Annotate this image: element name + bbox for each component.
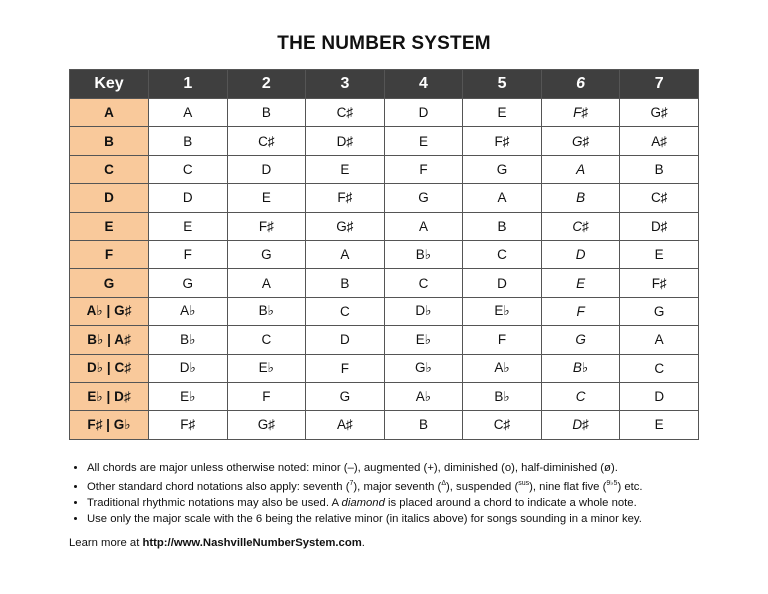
degree-3-cell: C [306, 297, 385, 325]
degree-5-cell: F [463, 326, 542, 354]
degree-1-cell: F♯ [149, 411, 228, 439]
degree-7-cell: D♯ [620, 212, 699, 240]
degree-1-cell: B [149, 127, 228, 155]
degree-4-cell: B [384, 411, 463, 439]
degree-4-cell: F [384, 155, 463, 183]
degree-1-cell: E♭ [149, 382, 228, 410]
key-cell: A [70, 99, 149, 127]
page-title: THE NUMBER SYSTEM [277, 33, 491, 54]
degree-5-cell: D [463, 269, 542, 297]
note-item [87, 511, 767, 527]
table-row [70, 155, 699, 183]
degree-7-cell: C♯ [620, 184, 699, 212]
degree-5-cell: A♭ [463, 354, 542, 382]
table-row [70, 326, 699, 354]
key-cell: B [70, 127, 149, 155]
header-degree-5: 5 [463, 70, 542, 99]
degree-1-cell: D [149, 184, 228, 212]
degree-6-cell: B♭ [541, 354, 620, 382]
degree-5-cell: A [463, 184, 542, 212]
key-cell: G [70, 269, 149, 297]
note-text: ), major seventh ( [353, 480, 442, 493]
degree-3-cell: A♯ [306, 411, 385, 439]
table-row [70, 382, 699, 410]
degree-4-cell: E [384, 127, 463, 155]
degree-7-cell: G [620, 297, 699, 325]
header-degree-2: 2 [227, 70, 306, 99]
key-cell: A♭ | G♯ [70, 297, 149, 325]
degree-2-cell: C♯ [227, 127, 306, 155]
footer-prefix: Learn more at [69, 537, 143, 549]
degree-1-cell: C [149, 155, 228, 183]
degree-7-cell: E [620, 411, 699, 439]
note-text: is placed around a chord to indicate a whole note. [384, 497, 637, 510]
degree-6-cell: D [541, 240, 620, 268]
degree-3-cell: E [306, 155, 385, 183]
table-row [70, 127, 699, 155]
degree-2-cell: C [227, 326, 306, 354]
table-row [70, 269, 699, 297]
table-row [70, 411, 699, 439]
note-text: ), suspended ( [446, 480, 519, 493]
note-superscript: 7 [349, 480, 354, 488]
degree-4-cell: G [384, 184, 463, 212]
header-degree-6: 6 [541, 70, 620, 99]
table-row [70, 184, 699, 212]
degree-4-cell: E♭ [384, 326, 463, 354]
degree-5-cell: E [463, 99, 542, 127]
degree-5-cell: B♭ [463, 382, 542, 410]
degree-7-cell: F♯ [620, 269, 699, 297]
degree-2-cell: B♭ [227, 297, 306, 325]
degree-5-cell: E♭ [463, 297, 542, 325]
degree-6-cell: G♯ [541, 127, 620, 155]
degree-4-cell: G♭ [384, 354, 463, 382]
note-text: Other standard chord notations also apply: seventh ( [87, 480, 350, 493]
degree-3-cell: B [306, 269, 385, 297]
degree-4-cell: A♭ [384, 382, 463, 410]
degree-5-cell: C [463, 240, 542, 268]
table-row [70, 99, 699, 127]
note-emphasis: diamond [341, 497, 385, 510]
degree-7-cell: G♯ [620, 99, 699, 127]
degree-7-cell: E [620, 240, 699, 268]
degree-7-cell: A [620, 326, 699, 354]
degree-2-cell: A [227, 269, 306, 297]
key-cell: F [70, 240, 149, 268]
note-item [87, 495, 767, 511]
degree-2-cell: E♭ [227, 354, 306, 382]
degree-7-cell: A♯ [620, 127, 699, 155]
footer [69, 537, 365, 549]
degree-5-cell: F♯ [463, 127, 542, 155]
key-cell: D♭ | C♯ [70, 354, 149, 382]
header-degree-4: 4 [384, 70, 463, 99]
number-system-table [69, 69, 699, 440]
degree-4-cell: A [384, 212, 463, 240]
note-superscript: Δ [441, 480, 446, 488]
degree-1-cell: D♭ [149, 354, 228, 382]
degree-6-cell: F [541, 297, 620, 325]
degree-6-cell: E [541, 269, 620, 297]
table-row [70, 240, 699, 268]
key-cell: F♯ | G♭ [70, 411, 149, 439]
note-text: Use only the major scale with the 6 being the relative minor (in italics above) for songs sounding in a minor key. [87, 513, 642, 526]
degree-2-cell: D [227, 155, 306, 183]
key-cell: E [70, 212, 149, 240]
degree-3-cell: C♯ [306, 99, 385, 127]
header-degree-3: 3 [306, 70, 385, 99]
note-text: ) etc. [617, 480, 643, 493]
note-item [87, 460, 767, 476]
note-text: All chords are major unless otherwise noted: minor (–), augmented (+), diminished (o), half-diminished (ø). [87, 462, 618, 474]
note-superscript: 9♭5 [606, 480, 618, 488]
notes-list [69, 460, 767, 528]
degree-3-cell: F [306, 354, 385, 382]
degree-6-cell: G [541, 326, 620, 354]
degree-3-cell: G♯ [306, 212, 385, 240]
header-degree-7: 7 [620, 70, 699, 99]
degree-6-cell: D♯ [541, 411, 620, 439]
degree-6-cell: C [541, 382, 620, 410]
table-row [70, 354, 699, 382]
degree-3-cell: A [306, 240, 385, 268]
header-degree-1: 1 [149, 70, 228, 99]
website-link[interactable]: http://www.NashvilleNumberSystem.com [142, 537, 362, 549]
table-header-row [70, 70, 699, 99]
degree-2-cell: G [227, 240, 306, 268]
degree-4-cell: D [384, 99, 463, 127]
degree-1-cell: E [149, 212, 228, 240]
degree-1-cell: G [149, 269, 228, 297]
table-row [70, 297, 699, 325]
degree-3-cell: D♯ [306, 127, 385, 155]
degree-3-cell: G [306, 382, 385, 410]
key-cell: D [70, 184, 149, 212]
degree-2-cell: E [227, 184, 306, 212]
degree-5-cell: G [463, 155, 542, 183]
footer-suffix: . [361, 537, 365, 549]
degree-7-cell: D [620, 382, 699, 410]
degree-3-cell: D [306, 326, 385, 354]
degree-5-cell: B [463, 212, 542, 240]
degree-1-cell: A [149, 99, 228, 127]
degree-6-cell: B [541, 184, 620, 212]
degree-4-cell: C [384, 269, 463, 297]
key-cell: C [70, 155, 149, 183]
note-text: Traditional rhythmic notations may also be used. A [87, 497, 342, 510]
degree-2-cell: B [227, 99, 306, 127]
note-text: ), nine flat five ( [529, 480, 607, 493]
note-item [87, 476, 767, 495]
degree-4-cell: D♭ [384, 297, 463, 325]
degree-7-cell: C [620, 354, 699, 382]
degree-6-cell: F♯ [541, 99, 620, 127]
degree-2-cell: F [227, 382, 306, 410]
degree-7-cell: B [620, 155, 699, 183]
note-superscript: sus [518, 480, 530, 488]
degree-6-cell: C♯ [541, 212, 620, 240]
degree-6-cell: A [541, 155, 620, 183]
degree-2-cell: G♯ [227, 411, 306, 439]
degree-3-cell: F♯ [306, 184, 385, 212]
degree-4-cell: B♭ [384, 240, 463, 268]
table-body [70, 99, 699, 440]
key-cell: B♭ | A♯ [70, 326, 149, 354]
table-row [70, 212, 699, 240]
header-key: Key [70, 70, 149, 99]
degree-1-cell: B♭ [149, 326, 228, 354]
degree-5-cell: C♯ [463, 411, 542, 439]
degree-1-cell: A♭ [149, 297, 228, 325]
degree-1-cell: F [149, 240, 228, 268]
degree-2-cell: F♯ [227, 212, 306, 240]
key-cell: E♭ | D♯ [70, 382, 149, 410]
